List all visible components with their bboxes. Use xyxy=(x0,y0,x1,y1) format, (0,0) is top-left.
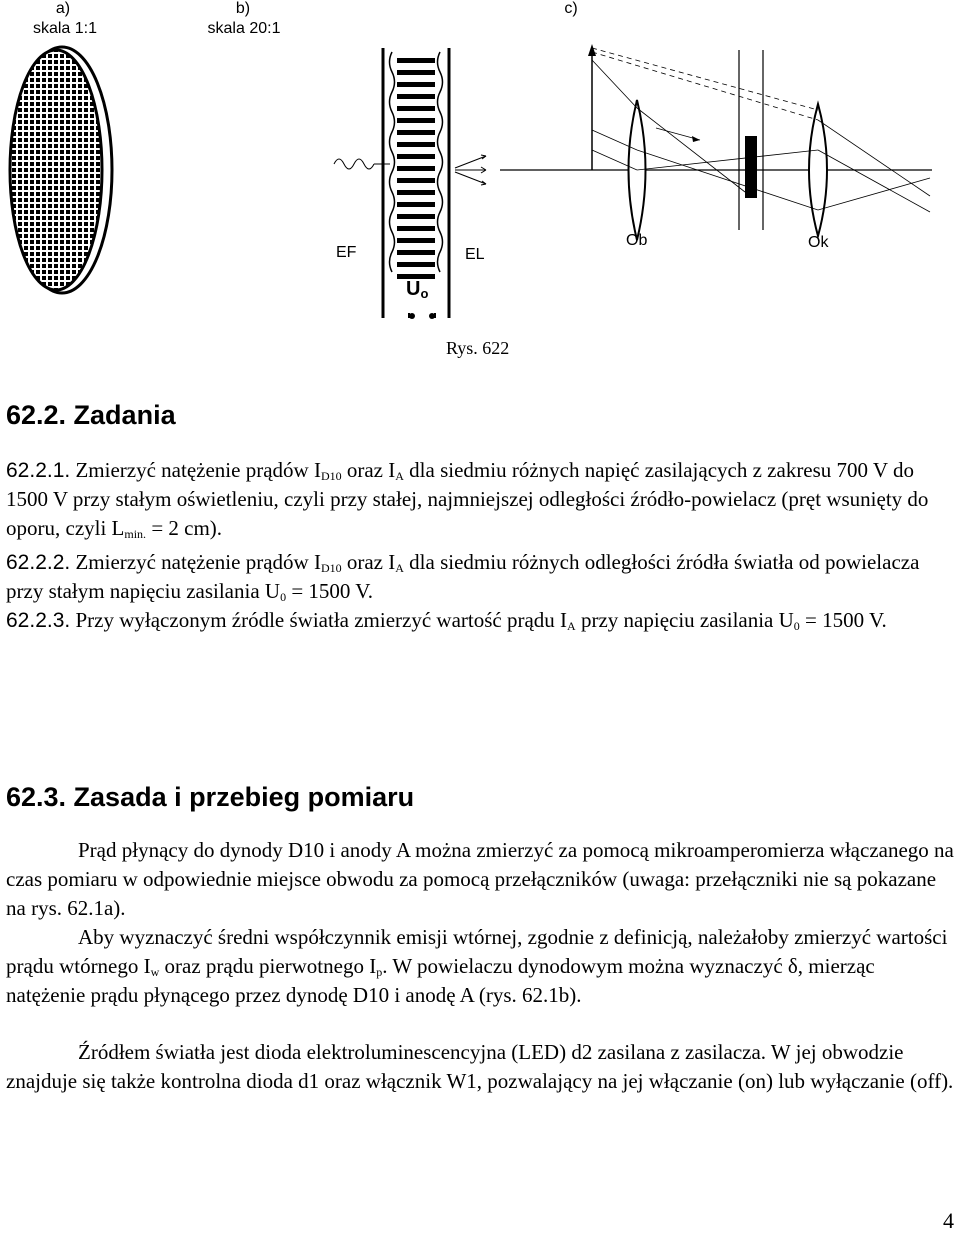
paragraph-3 xyxy=(6,1038,954,1096)
dynode-strip xyxy=(397,70,435,75)
dynode-strip xyxy=(397,202,435,207)
task-text: Zmierzyć natężenie prądów I xyxy=(70,458,321,482)
subscript: A xyxy=(395,469,404,483)
grating-disc xyxy=(10,47,112,293)
task-number: 62.2.1. xyxy=(6,459,71,482)
dynode-strip xyxy=(397,130,435,135)
paragraph-text: Aby wyznaczyć średni współczynnik emisji wtórnej, zgodnie z definicją, należałoby zmierzyć wartości prądu wtórnego I xyxy=(6,925,948,979)
dynode-strip xyxy=(397,166,435,171)
paragraph-text: Źródłem światła jest dioda elektroluminescencyjna (LED) d2 zasilana z zasilacza. W jej obwodzie znajduje się także kontrolna dioda d1 oraz włącznik W1, pozwalający na jej włączanie (on) lub wyłączanie (off). xyxy=(6,1040,954,1094)
label-u0-main: U xyxy=(406,278,421,300)
subscript: A xyxy=(567,619,576,633)
label-ob: Ob xyxy=(626,232,648,249)
dynode-strip xyxy=(397,58,435,63)
task-text: przy napięciu zasilania U xyxy=(575,608,794,632)
dynode-strip xyxy=(397,178,435,183)
section-title-zadania: 62.2. Zadania xyxy=(6,400,176,430)
figure-a-label: a) xyxy=(55,0,71,17)
figure-a-scale: skala 1:1 xyxy=(32,20,98,37)
page-number: 4 xyxy=(943,1208,954,1233)
task-62-2-2 xyxy=(6,548,954,606)
dynode-strip xyxy=(397,142,435,147)
dynode-strip xyxy=(397,226,435,231)
subscript: w xyxy=(150,965,160,980)
task-text: = 2 cm). xyxy=(146,516,223,541)
task-text: = 1500 V. xyxy=(286,579,374,604)
label-u0 xyxy=(406,278,428,301)
task-number: 62.2.3. xyxy=(6,609,71,632)
figure-b-label: b) xyxy=(235,0,251,17)
paragraph-2 xyxy=(6,923,954,1011)
dynode-strip xyxy=(397,262,435,267)
subscript: 0 xyxy=(280,590,287,605)
subscript: D10 xyxy=(320,469,342,483)
figure-diagram xyxy=(0,0,960,330)
dynode-strip xyxy=(397,94,435,99)
dynode-strip xyxy=(397,238,435,243)
dynode-strip xyxy=(397,106,435,111)
dynode-strip xyxy=(397,154,435,159)
dynode-strip xyxy=(397,214,435,219)
dynode-strip xyxy=(397,250,435,255)
optical-system xyxy=(500,44,932,240)
light-wave-icon xyxy=(334,159,374,169)
subscript: A xyxy=(395,561,404,575)
label-el: EL xyxy=(465,246,485,263)
task-text: dla siedmiu różnych odległości źródła światła od powielacza przy stałym napięciu zasilania U xyxy=(6,550,920,604)
dynode-strip xyxy=(397,190,435,195)
task-text: = 1500 V. xyxy=(799,608,887,632)
label-ef: EF xyxy=(336,244,357,261)
paragraph-text: . W powielaczu dynodowym można wyznaczyć δ, mierząc natężenie prądu płynącego przez dynodę D10 i anodę A (rys. 62.1b). xyxy=(6,954,875,1008)
paragraph-1 xyxy=(6,836,954,924)
figure-c-label: c) xyxy=(564,0,578,17)
task-text: Przy wyłączonym źródle światła zmierzyć wartość prądu I xyxy=(70,608,568,632)
subscript: min. xyxy=(124,527,147,542)
figure-caption: Rys. 622 xyxy=(446,338,510,358)
label-ok: Ok xyxy=(808,234,829,251)
task-62-2-1 xyxy=(6,456,954,544)
task-text: oraz I xyxy=(341,550,396,574)
paragraph-text: Prąd płynący do dynody D10 i anody A można zmierzyć za pomocą mikroamperomierza włączanego na czas pomiaru w odpowiednie miejsce obwodu za pomocą przełączników (uwaga: przełączniki nie są pokazane na rys. 62.1a). xyxy=(6,838,954,921)
section-title-zasada: 62.3. Zasada i przebieg pomiaru xyxy=(6,782,415,812)
task-text: Zmierzyć natężenie prądów I xyxy=(70,550,321,574)
subscript: 0 xyxy=(793,619,800,633)
dynode-strip xyxy=(397,82,435,87)
dynode-strip xyxy=(397,118,435,123)
label-u0-sub: o xyxy=(420,286,429,301)
task-number: 62.2.2. xyxy=(6,551,71,574)
task-text: oraz I xyxy=(341,458,396,482)
figure-b-scale: skala 20:1 xyxy=(207,20,281,37)
subscript: D10 xyxy=(320,561,342,575)
task-62-2-3 xyxy=(6,606,954,635)
task-text: dla siedmiu różnych napięć zasilających z zakresu 700 V do 1500 V przy stałym oświetleniu, czyli przy stałej, najmniejszej odległości źródło-powielacz (pręt wsunięty do oporu, czyli L xyxy=(6,458,929,541)
subscript: p xyxy=(376,965,383,980)
paragraph-text: oraz prądu pierwotnego I xyxy=(159,954,377,979)
